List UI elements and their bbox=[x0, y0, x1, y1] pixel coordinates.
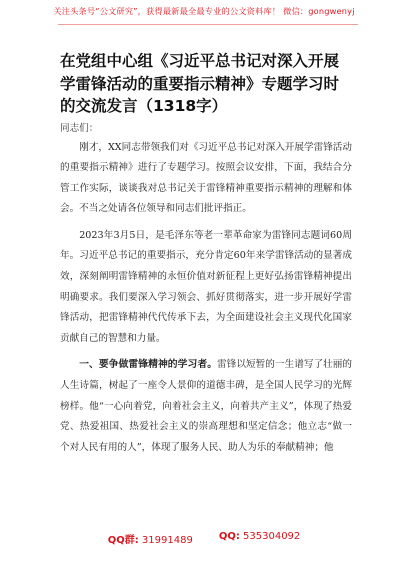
section-heading: 一、要争做雷锋精神的学习者。 bbox=[79, 359, 218, 371]
document-title: 在党组中心组《习近平总书记对深入开展学雷锋活动的重要指示精神》专题学习时的交流发言（1318字） bbox=[60, 52, 340, 115]
paragraph-text: 刚才，XX同志带领我们对《习近平总书记对深入开展学雷锋活动的重要指示精神》进行了专题学习。按照会议安排，下面，我结合分管工作实际，谈谈我对总书记关于雷锋精神重要指示精神的理解和体会。不当之处请各位领导和同志们批评指正。 bbox=[60, 141, 352, 215]
banner-divider bbox=[58, 24, 358, 25]
footer-contact bbox=[0, 531, 408, 545]
salutation: 同志们： bbox=[60, 122, 99, 134]
document-body bbox=[60, 50, 352, 458]
paragraph-3 bbox=[60, 355, 352, 458]
paragraph-text: 2023年3月5日，是毛泽东等老一辈革命家为雷锋同志题词60周年。习近平总书记的重要指示，充分肯定60年来学雷锋活动的显著成效，深刻阐明雷锋精神的永恒价值对新征程上更好弘扬雷锋精神提出明确要求。我们要深入学习领会、抓好贯彻落实，进一步开展好学雷锋活动，把雷锋精神代代传承下去，为全面建设社会主义现代化国家贡献自己的智慧和力量。 bbox=[60, 229, 352, 344]
top-banner bbox=[0, 0, 408, 22]
qq-number: 535304092 bbox=[243, 531, 301, 542]
qq-contact bbox=[219, 531, 300, 545]
qq-group-label: QQ群: bbox=[107, 535, 139, 546]
paragraph-text: 雷锋以短暂的一生谱写了壮丽的人生诗篇，树起了一座令人景仰的道德丰碑，是全国人民学习的光辉榜样。他“一心向着党，向着社会主义，向着共产主义”，体现了热爱党、热爱祖国、热爱社会主义的崇高理想和坚定信念；他立志“做一个对人民有用的人”，体现了服务人民、助人为乐的奉献精神；他 bbox=[60, 359, 353, 453]
banner-text: 关注头条号“公文研究”，获得最新最全最专业的公文资料库！ 微信：gongwenyj bbox=[53, 5, 355, 16]
qq-group-number: 31991489 bbox=[141, 535, 193, 546]
paragraph-1 bbox=[60, 138, 352, 220]
qq-label: QQ: bbox=[218, 531, 240, 542]
qq-group-contact bbox=[108, 531, 193, 545]
paragraph-2 bbox=[60, 226, 352, 350]
